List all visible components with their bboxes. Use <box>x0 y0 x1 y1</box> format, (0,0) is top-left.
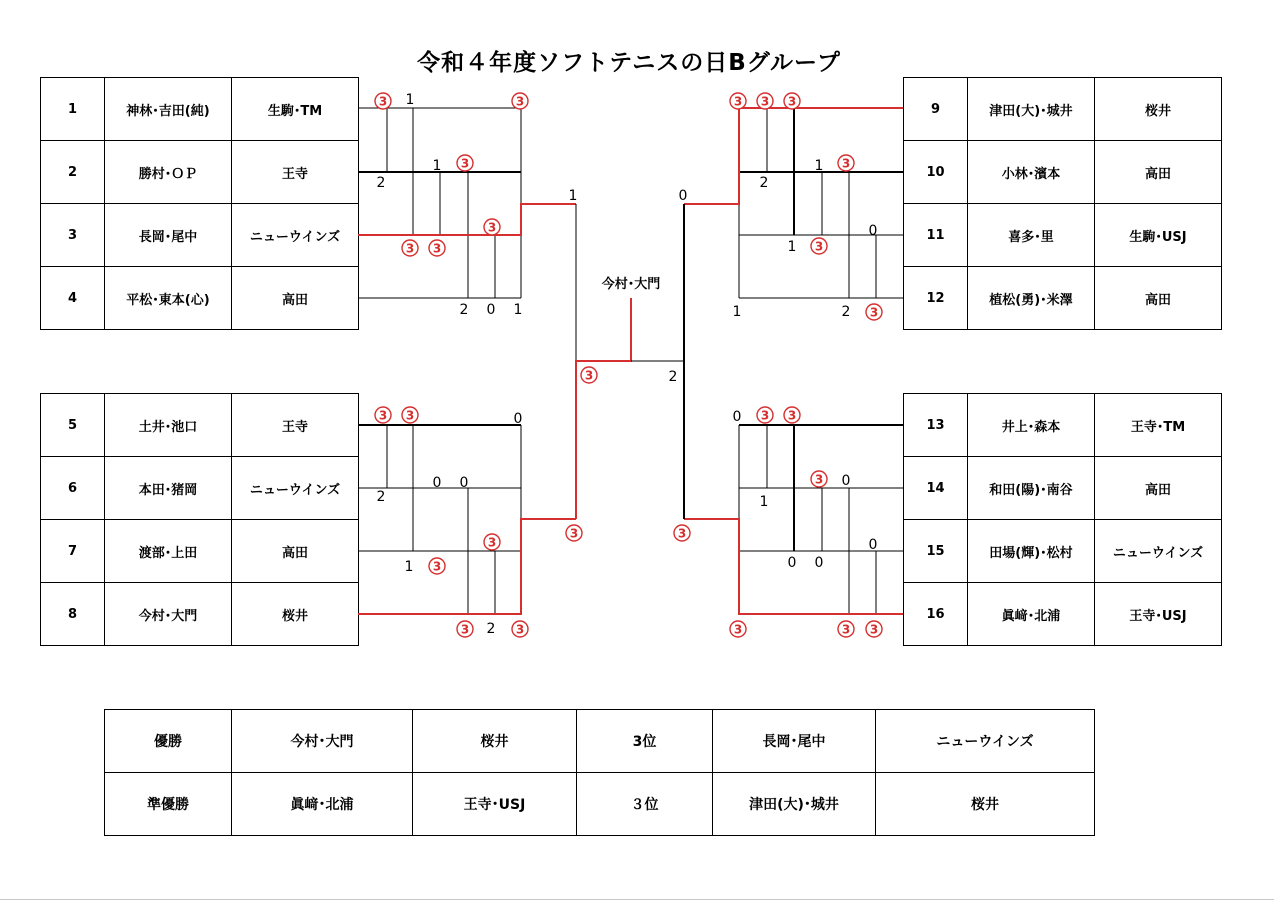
entry-number: 16 <box>904 583 968 646</box>
entry-club: 生駒･USJ <box>1095 204 1222 267</box>
score: 0 <box>868 223 878 239</box>
result-third-label: 3位 <box>577 710 713 773</box>
score: 0 <box>814 555 824 571</box>
entry-players: 勝村･ＯＰ <box>105 141 232 204</box>
result-place: 準優勝 <box>105 773 232 836</box>
win-mark-text: 3 <box>487 535 497 550</box>
win-mark <box>457 621 473 637</box>
win-mark <box>811 471 827 487</box>
entry-number: 11 <box>904 204 968 267</box>
win-mark-text: 3 <box>432 241 442 256</box>
entry-club: 高田 <box>1095 267 1222 330</box>
win-mark <box>429 240 445 256</box>
win-mark-text: 3 <box>733 622 743 637</box>
score: 2 <box>376 489 386 505</box>
score: 1 <box>568 188 578 204</box>
win-mark <box>512 621 528 637</box>
win-mark <box>484 219 500 235</box>
win-mark <box>375 93 391 109</box>
win-mark <box>866 621 882 637</box>
win-marks <box>375 93 882 637</box>
win-mark <box>811 238 827 254</box>
entry-players: 喜多･里 <box>968 204 1095 267</box>
entry-number: 5 <box>41 394 105 457</box>
win-mark-text: 3 <box>814 472 824 487</box>
result-third-club: ニューウインズ <box>876 710 1095 773</box>
win-mark-text: 3 <box>460 156 470 171</box>
result-third-club: 桜井 <box>876 773 1095 836</box>
result-row <box>105 710 1095 773</box>
entry-club: ニューウインズ <box>232 204 359 267</box>
entry-club: ニューウインズ <box>1095 520 1222 583</box>
score: 0 <box>459 475 469 491</box>
entry-players: 眞﨑･北浦 <box>968 583 1095 646</box>
result-row <box>105 773 1095 836</box>
entry-club: 桜井 <box>232 583 359 646</box>
entry-players: 植松(勇)･米澤 <box>968 267 1095 330</box>
result-players: 眞﨑･北浦 <box>232 773 413 836</box>
score: 1 <box>513 302 523 318</box>
win-mark <box>784 93 800 109</box>
win-mark-text: 3 <box>760 408 770 423</box>
champion-label: 今村･大門 <box>601 277 661 292</box>
entry-club: 高田 <box>1095 457 1222 520</box>
win-mark-text: 3 <box>733 94 743 109</box>
entry-players: 井上･森本 <box>968 394 1095 457</box>
entry-number: 8 <box>41 583 105 646</box>
entry-number: 9 <box>904 78 968 141</box>
entry-club: 王寺･TM <box>1095 394 1222 457</box>
page-divider <box>0 899 1274 900</box>
score: 0 <box>513 411 523 427</box>
win-mark <box>512 93 528 109</box>
win-mark <box>402 407 418 423</box>
score: 2 <box>459 302 469 318</box>
entry-number: 6 <box>41 457 105 520</box>
win-mark <box>730 93 746 109</box>
score: 1 <box>404 559 414 575</box>
result-club: 桜井 <box>413 710 577 773</box>
entry-players: 和田(陽)･南谷 <box>968 457 1095 520</box>
result-club: 王寺･USJ <box>413 773 577 836</box>
win-mark-text: 3 <box>869 622 879 637</box>
entry-players: 今村･大門 <box>105 583 232 646</box>
win-mark-text: 3 <box>760 94 770 109</box>
entry-players: 平松･東本(心) <box>105 267 232 330</box>
entry-number: 7 <box>41 520 105 583</box>
win-mark <box>784 407 800 423</box>
winner-path <box>358 519 579 614</box>
score: 0 <box>841 473 851 489</box>
score: 0 <box>432 475 442 491</box>
win-mark-text: 3 <box>569 526 579 541</box>
win-mark-text: 3 <box>405 408 415 423</box>
win-mark-text: 3 <box>515 622 525 637</box>
win-mark-text: 3 <box>787 408 797 423</box>
score: 1 <box>759 494 769 510</box>
entry-club: 高田 <box>232 520 359 583</box>
entry-number: 4 <box>41 267 105 330</box>
result-third-players: 長岡･尾中 <box>713 710 876 773</box>
entry-number: 10 <box>904 141 968 204</box>
entry-number: 13 <box>904 394 968 457</box>
score: 2 <box>759 175 769 191</box>
winner-path <box>358 204 576 235</box>
win-mark-text: 3 <box>432 559 442 574</box>
win-mark <box>429 558 445 574</box>
win-mark-text: 3 <box>378 408 388 423</box>
entry-players: 土井･池口 <box>105 394 232 457</box>
win-mark-text: 3 <box>814 239 824 254</box>
win-mark-text: 3 <box>841 622 851 637</box>
win-mark <box>457 155 473 171</box>
win-mark <box>757 93 773 109</box>
win-mark-text: 3 <box>841 156 851 171</box>
entry-number: 1 <box>41 78 105 141</box>
score: 2 <box>841 304 851 320</box>
win-mark-text: 3 <box>787 94 797 109</box>
score: 2 <box>486 621 496 637</box>
win-mark <box>838 621 854 637</box>
entry-club: 生駒･TM <box>232 78 359 141</box>
win-mark-text: 3 <box>869 305 879 320</box>
win-mark <box>402 240 418 256</box>
result-third-players: 津田(大)･城井 <box>713 773 876 836</box>
winner-path <box>576 298 631 519</box>
entry-players: 田場(輝)･松村 <box>968 520 1095 583</box>
score: 1 <box>405 92 415 108</box>
score: 0 <box>678 188 688 204</box>
win-mark <box>866 304 882 320</box>
win-mark-text: 3 <box>677 526 687 541</box>
entry-number: 14 <box>904 457 968 520</box>
result-players: 今村･大門 <box>232 710 413 773</box>
win-mark <box>484 534 500 550</box>
entry-players: 渡部･上田 <box>105 520 232 583</box>
entry-club: 高田 <box>1095 141 1222 204</box>
score: 0 <box>787 555 797 571</box>
win-mark-text: 3 <box>378 94 388 109</box>
entry-players: 小林･濱本 <box>968 141 1095 204</box>
results-table <box>104 709 1095 836</box>
entry-number: 2 <box>41 141 105 204</box>
entry-club: ニューウインズ <box>232 457 359 520</box>
page-title: 令和４年度ソフトテニスの日Bグループ <box>417 50 841 76</box>
win-mark-text: 3 <box>584 368 594 383</box>
win-mark <box>674 525 690 541</box>
score: 2 <box>376 175 386 191</box>
win-mark-text: 3 <box>405 241 415 256</box>
win-mark-text: 3 <box>487 220 497 235</box>
score: 1 <box>432 158 442 174</box>
score: 1 <box>787 239 797 255</box>
score: 0 <box>732 409 742 425</box>
entry-players: 長岡･尾中 <box>105 204 232 267</box>
entry-club: 桜井 <box>1095 78 1222 141</box>
entry-players: 本田･猪岡 <box>105 457 232 520</box>
win-mark-text: 3 <box>460 622 470 637</box>
win-mark-text: 3 <box>515 94 525 109</box>
win-mark <box>757 407 773 423</box>
win-mark <box>581 367 597 383</box>
score: 1 <box>814 158 824 174</box>
entry-players: 津田(大)･城井 <box>968 78 1095 141</box>
entry-players: 神林･吉田(純) <box>105 78 232 141</box>
win-mark <box>730 621 746 637</box>
entry-number: 3 <box>41 204 105 267</box>
entry-number: 15 <box>904 520 968 583</box>
score: 0 <box>486 302 496 318</box>
entry-club: 王寺･USJ <box>1095 583 1222 646</box>
win-mark <box>375 407 391 423</box>
entry-club: 王寺 <box>232 141 359 204</box>
win-mark <box>566 525 582 541</box>
entry-number: 12 <box>904 267 968 330</box>
score: 2 <box>668 369 678 385</box>
entry-club: 王寺 <box>232 394 359 457</box>
win-mark <box>838 155 854 171</box>
result-place: 優勝 <box>105 710 232 773</box>
result-third-label: ３位 <box>577 773 713 836</box>
score: 0 <box>868 537 878 553</box>
score: 1 <box>732 304 742 320</box>
entry-club: 高田 <box>232 267 359 330</box>
